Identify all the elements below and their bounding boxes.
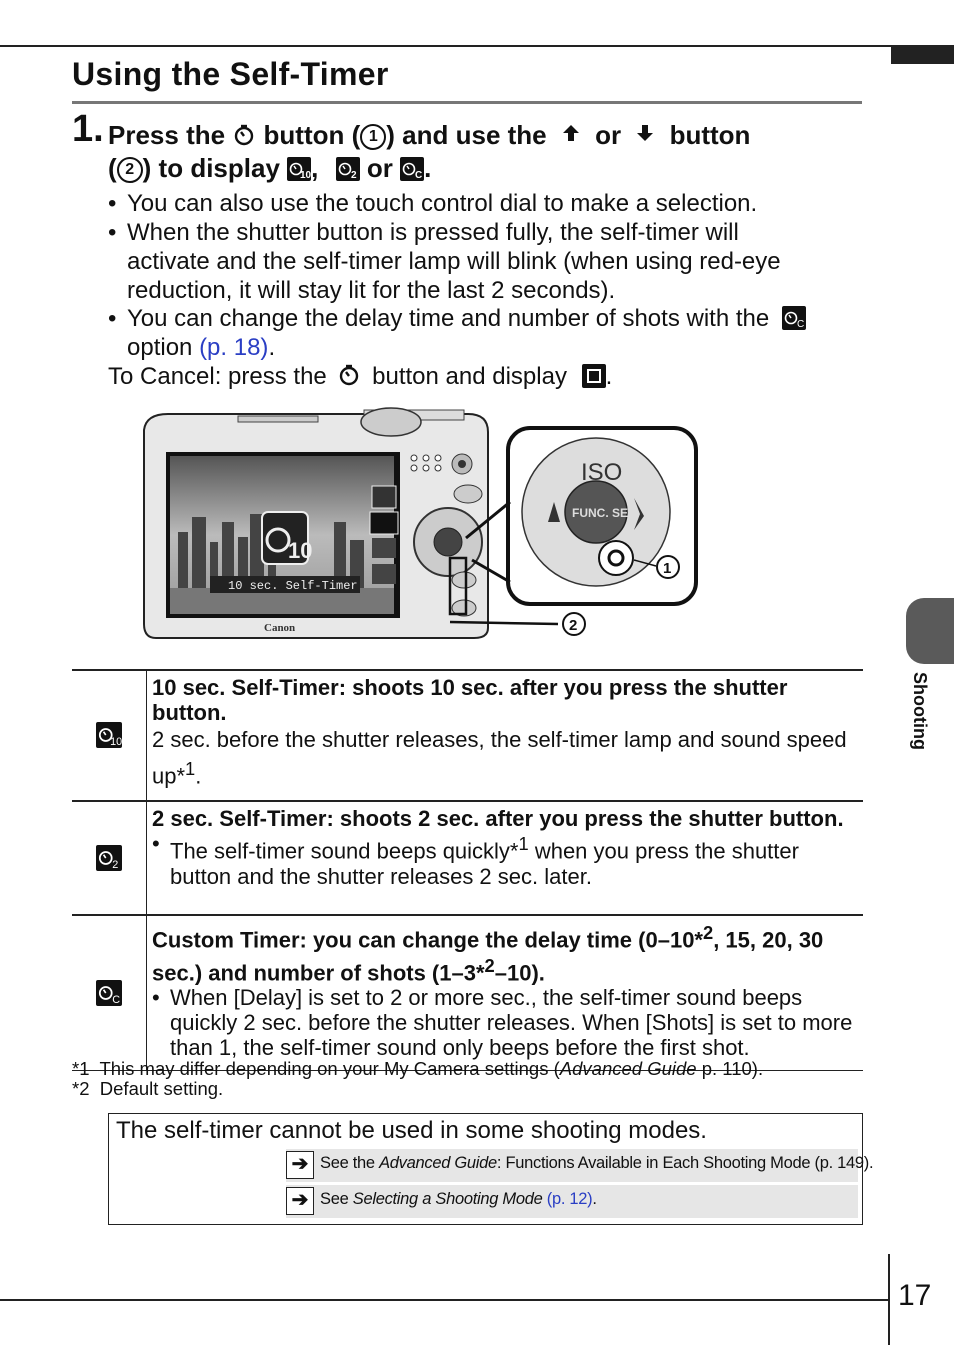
row-body-text: The self-timer sound beeps quickly* [170, 838, 519, 864]
callout-1-marker: 1 [360, 124, 386, 150]
footnote-ref: 2 [703, 922, 714, 944]
arrow-right-icon: ➔ [286, 1187, 314, 1215]
ref-text: Advanced Guide [379, 1154, 497, 1172]
title-underline [72, 101, 862, 104]
down-arrow-icon [636, 118, 654, 149]
footnote-mark: *2 [72, 1078, 90, 1099]
table-row [72, 670, 863, 801]
self-timer-10-icon [287, 157, 311, 181]
step-text: button ( [263, 120, 361, 150]
corner-tab [891, 46, 954, 64]
step-text: button [669, 120, 751, 150]
bullet-text: option [127, 334, 193, 361]
svg-text:10: 10 [110, 735, 122, 748]
page-link[interactable]: (p. 12) [542, 1190, 593, 1208]
step-text: or [366, 153, 393, 183]
footnote-text: This may differ depending on your My Camera settings ( [99, 1058, 560, 1079]
row-body-text: when you press the shutter button and the shutter releases 2 sec. later. [170, 838, 799, 889]
footnote [72, 1058, 763, 1080]
svg-text:C: C [112, 993, 121, 1006]
footnote-ref: 2 [484, 954, 495, 976]
cancel-text: . [605, 363, 613, 390]
footnote-ref: 1 [518, 833, 529, 855]
page-link[interactable]: (p. 18) [199, 334, 269, 361]
timer-options-table [72, 669, 863, 1071]
page-number-divider [888, 1254, 890, 1345]
callout-1-label: 1 [663, 560, 672, 577]
bullet-text: . [268, 334, 276, 361]
self-timer-2-icon [96, 845, 122, 871]
cancel-text: button and display [372, 363, 567, 390]
svg-text:10: 10 [300, 170, 312, 181]
step-text: ) and use the [386, 120, 547, 150]
svg-text:2: 2 [350, 170, 357, 181]
func-set-label: FUNC. SET [572, 506, 636, 520]
bullet-text: You can also use the touch control dial to make a selection. [127, 190, 758, 217]
bullet-item: • You can also use the touch control dial to make a selection. [108, 189, 828, 218]
step-line-2 [108, 153, 431, 184]
footnote [72, 1078, 223, 1100]
top-rule [0, 45, 954, 47]
bullet-item: • When the shutter button is pressed fully, the self-timer will activate and the self-timer lamp will blink (when using red-eye reduction, it will stay lit for the last 2 seconds). [108, 218, 828, 305]
callout-2-marker: 2 [117, 157, 143, 183]
step-text: ) to display [142, 153, 280, 183]
svg-text:C: C [415, 170, 423, 181]
timer-off-icon [582, 364, 606, 388]
row-body-text: 2 sec. before the shutter releases, the self-timer lamp and sound speed up* [152, 727, 847, 789]
bottom-rule [0, 1299, 890, 1301]
row-heading-text: Custom Timer: you can change the delay time (0–10* [152, 927, 703, 953]
lcd-caption: 10 sec. Self-Timer [228, 579, 358, 593]
cancel-instruction [108, 362, 612, 391]
table-row [72, 915, 863, 1070]
note-box [108, 1113, 874, 1225]
step-number: 1. [72, 108, 104, 150]
up-arrow-icon [562, 118, 580, 149]
camera-figure [138, 402, 698, 642]
step-text: . [424, 153, 432, 183]
row-bullet: • The self-timer sound beeps quickly*$^1$ when you press the shutter button and the shutter releases 2 sec. later. [152, 831, 799, 889]
note-text: The self-timer cannot be used in some shooting modes. [116, 1117, 707, 1144]
footnote-ref: 1 [185, 758, 196, 779]
row-body-text: When [Delay] is set to 2 or more sec., the self-timer sound beeps quickly 2 sec. before the shutter releases. When [Shots] is set to more than 1, the self-timer sound only beeps before the first shot. [170, 984, 853, 1060]
row-heading-text: –10). [494, 959, 545, 985]
bullet-item: • You can change the delay time and number of shots with the C option (p. 18). [108, 305, 805, 361]
brand-logo: Canon [264, 622, 296, 634]
row-heading: 10 sec. Self-Timer: shoots 10 sec. after you press the shutter button. [152, 675, 788, 725]
step-line-1 [108, 118, 750, 151]
table-row [72, 801, 863, 915]
footnote-mark: *1 [72, 1058, 90, 1079]
step-text: or [595, 120, 622, 150]
cancel-text: To Cancel: press the [108, 363, 327, 390]
self-timer-icon [337, 362, 361, 391]
cross-reference [286, 1185, 858, 1218]
bullet-text: reduction, it will stay lit for the last 2 seconds). [127, 277, 616, 304]
custom-timer-icon [400, 157, 424, 181]
step-text: , [311, 153, 319, 183]
custom-timer-icon [96, 980, 122, 1006]
row-bullet: • When [Delay] is set to 2 or more sec., the self-timer sound beeps quickly 2 sec. before the shutter releases. When [Shots] is set to more than 1, the self-timer sound only beeps before the first shot. [152, 984, 853, 1060]
bullet-text: When the shutter button is pressed fully, the self-timer will [127, 219, 739, 246]
svg-text:2: 2 [112, 858, 119, 871]
svg-text:10: 10 [288, 538, 313, 563]
ref-text: See [320, 1190, 353, 1208]
callout-2-label: 2 [569, 617, 578, 634]
page-title: Using the Self-Timer [72, 56, 389, 92]
svg-text:C: C [796, 319, 805, 330]
ref-text: : Functions Available in Each Shooting Mode (p. 149). [496, 1154, 874, 1172]
section-tab [906, 598, 954, 664]
iso-label: ISO [581, 459, 623, 486]
ref-text: See the [320, 1154, 380, 1172]
section-tab-label: Shooting [910, 672, 930, 750]
footnote-text: Default setting. [99, 1078, 224, 1099]
ref-text: Selecting a Shooting Mode [352, 1190, 543, 1208]
row-heading: 2 sec. Self-Timer: shoots 2 sec. after you press the shutter button. [152, 806, 844, 832]
cross-reference [286, 1149, 874, 1182]
self-timer-2-icon [336, 157, 360, 181]
arrow-right-icon: ➔ [286, 1151, 314, 1179]
self-timer-10-icon [96, 722, 122, 748]
self-timer-icon [232, 120, 263, 150]
row-heading [152, 920, 857, 985]
footnote-text: Advanced Guide [559, 1058, 697, 1079]
ref-text: . [592, 1190, 597, 1208]
page-number: 17 [898, 1279, 932, 1312]
footnote-text: p. 110). [696, 1058, 764, 1079]
bullet-text: You can change the delay time and number of shots with the [127, 305, 770, 332]
custom-timer-icon [782, 306, 806, 330]
step-text: ( [108, 153, 117, 183]
step-text: Press the [108, 120, 226, 150]
row-body [152, 725, 857, 790]
bullet-text: activate and the self-timer lamp will blink (when using red-eye [127, 248, 781, 275]
row-body-text: . [195, 763, 202, 789]
row-heading-text: , 15, 20, 30 sec.) and number of shots (1–3* [152, 927, 824, 985]
